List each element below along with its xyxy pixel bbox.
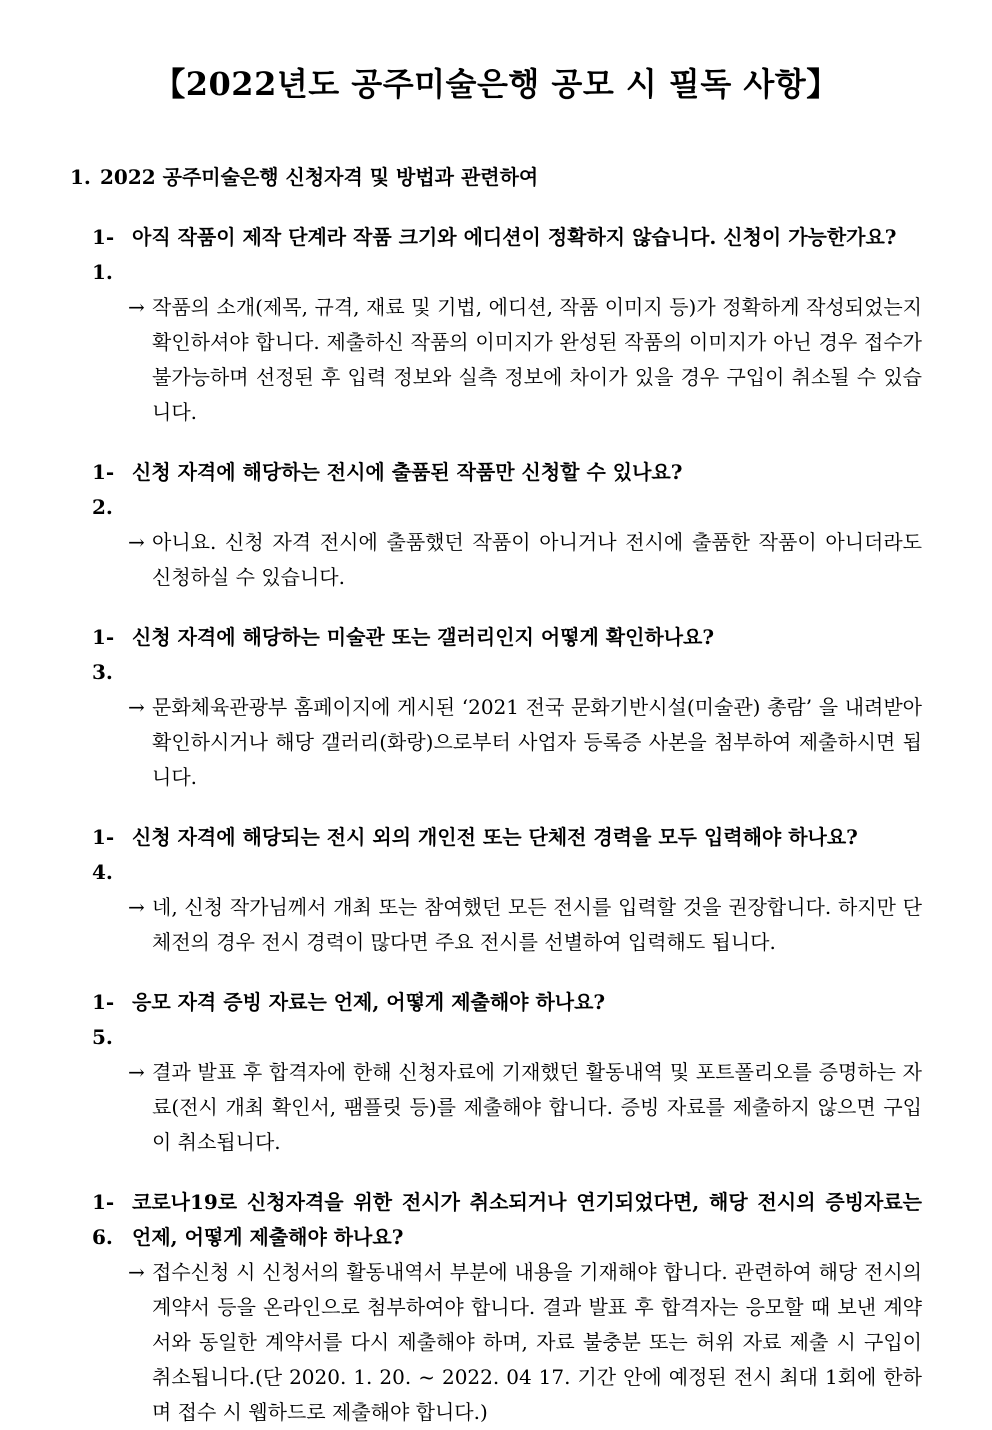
section-1 bbox=[70, 160, 922, 1430]
question-number: 1-5. bbox=[92, 990, 115, 1049]
arrow-icon: → bbox=[128, 530, 145, 554]
faq-item-1-2 bbox=[92, 455, 922, 595]
arrow-icon: → bbox=[128, 1060, 145, 1084]
section-heading bbox=[70, 160, 922, 195]
arrow-icon: → bbox=[128, 295, 145, 319]
answer-text: 접수신청 시 신청서의 활동내역서 부분에 내용을 기재해야 합니다. 관련하여 해당 전시의 계약서 등을 온라인으로 첨부하여야 합니다. 결과 발표 후 합격자는 응모할 때 보낸 계약서와 동일한 계약서를 다시 제출해야 하며, 자료 불충분 또는 허위 자료 제출 시 구입이 취소됩니다.(단 2020. 1. 20. ~ 2022. 04 17. 기간 안에 예정된 전시 최대 1회에 한하며 접수 시 웹하드로 제출해야 합니다.) bbox=[152, 1260, 922, 1424]
question bbox=[92, 220, 922, 290]
faq-item-1-6 bbox=[92, 1185, 922, 1430]
answer-text: 네, 신청 작가님께서 개최 또는 참여했던 모든 전시를 입력할 것을 권장합니다. 하지만 단체전의 경우 전시 경력이 많다면 주요 전시를 선별하여 입력해도 됩니다. bbox=[152, 895, 922, 954]
answer bbox=[128, 1055, 922, 1160]
answer bbox=[128, 890, 922, 960]
question bbox=[92, 455, 922, 525]
faq-item-1-5 bbox=[92, 985, 922, 1160]
arrow-icon: → bbox=[128, 695, 145, 719]
faq-item-1-4 bbox=[92, 820, 922, 960]
question bbox=[92, 1185, 922, 1255]
answer-text: 문화체육관광부 홈페이지에 게시된 ‘2021 전국 문화기반시설(미술관) 총람’ 을 내려받아 확인하시거나 해당 갤러리(화랑)으로부터 사업자 등록증 사본을 첨부하여 제출하시면 됩니다. bbox=[152, 695, 922, 789]
question-text: 신청 자격에 해당하는 전시에 출품된 작품만 신청할 수 있나요? bbox=[132, 460, 683, 484]
answer-text: 작품의 소개(제목, 규격, 재료 및 기법, 에디션, 작품 이미지 등)가 정확하게 작성되었는지 확인하셔야 합니다. 제출하신 작품의 이미지가 완성된 작품의 이미지가 아닌 경우 접수가 불가능하며 선정된 후 입력 정보와 실측 정보에 차이가 있을 경우 구입이 취소될 수 있습니다. bbox=[152, 295, 922, 424]
answer bbox=[128, 1255, 922, 1430]
arrow-icon: → bbox=[128, 895, 145, 919]
faq-item-1-3 bbox=[92, 620, 922, 795]
question-text: 아직 작품이 제작 단계라 작품 크기와 에디션이 정확하지 않습니다. 신청이 가능한가요? bbox=[132, 225, 897, 249]
question bbox=[92, 620, 922, 690]
faq-item-1-1 bbox=[92, 220, 922, 430]
document-title: 【2022년도 공주미술은행 공모 시 필독 사항】 bbox=[153, 65, 839, 103]
answer bbox=[128, 525, 922, 595]
question bbox=[92, 820, 922, 890]
answer-text: 아니요. 신청 자격 전시에 출품했던 작품이 아니거나 전시에 출품한 작품이 아니더라도 신청하실 수 있습니다. bbox=[152, 530, 922, 589]
section-heading-text: 2022 공주미술은행 신청자격 및 방법과 관련하여 bbox=[100, 165, 539, 189]
section-number: 1. bbox=[70, 165, 91, 189]
question-text: 응모 자격 증빙 자료는 언제, 어떻게 제출해야 하나요? bbox=[132, 990, 606, 1014]
question-number: 1-2. bbox=[92, 460, 115, 519]
answer bbox=[128, 290, 922, 430]
question-number: 1-1. bbox=[92, 225, 115, 284]
question-number: 1-6. bbox=[92, 1190, 115, 1249]
question-text: 코로나19로 신청자격을 위한 전시가 취소되거나 연기되었다면, 해당 전시의 증빙자료는 언제, 어떻게 제출해야 하나요? bbox=[132, 1190, 922, 1249]
question-text: 신청 자격에 해당되는 전시 외의 개인전 또는 단체전 경력을 모두 입력해야 하나요? bbox=[132, 825, 858, 849]
question bbox=[92, 985, 922, 1055]
answer bbox=[128, 690, 922, 795]
arrow-icon: → bbox=[128, 1260, 145, 1284]
answer-text: 결과 발표 후 합격자에 한해 신청자료에 기재했던 활동내역 및 포트폴리오를 증명하는 자료(전시 개최 확인서, 팸플릿 등)를 제출해야 합니다. 증빙 자료를 제출하지 않으면 구입이 취소됩니다. bbox=[152, 1060, 922, 1154]
question-number: 1-3. bbox=[92, 625, 115, 684]
question-number: 1-4. bbox=[92, 825, 115, 884]
question-text: 신청 자격에 해당하는 미술관 또는 갤러리인지 어떻게 확인하나요? bbox=[132, 625, 715, 649]
